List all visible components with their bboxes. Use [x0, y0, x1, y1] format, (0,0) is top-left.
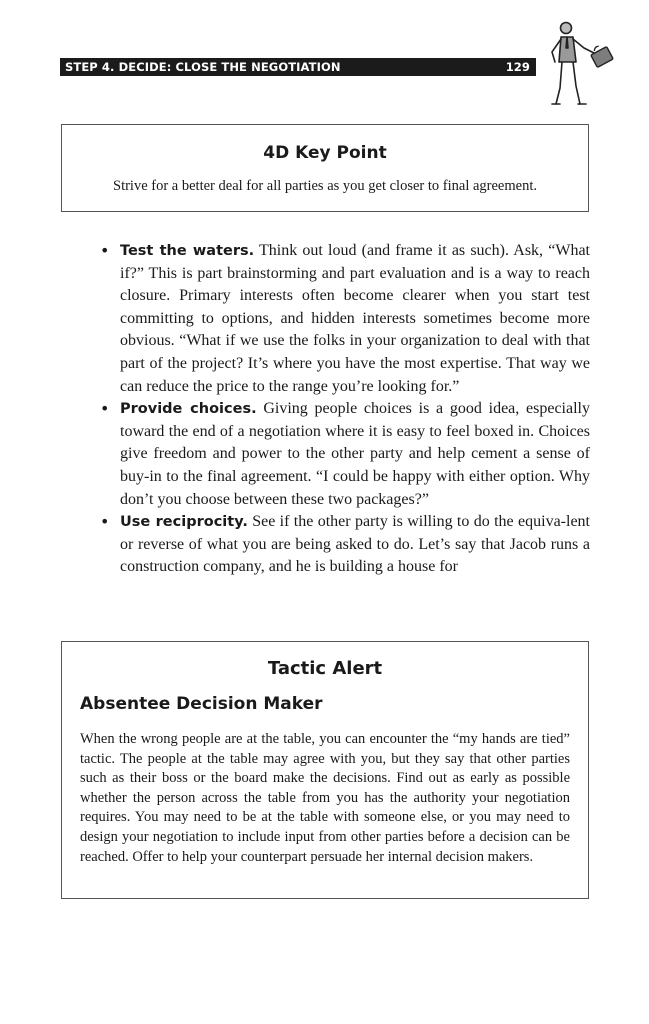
tactic-alert-box [61, 641, 589, 899]
tactic-alert-title: Tactic Alert [267, 658, 383, 679]
bullet-dot: • [100, 512, 110, 532]
bullet-list [100, 240, 590, 579]
tactic-alert-subtitle: Absentee Decision Maker [80, 694, 323, 714]
running-header [60, 58, 536, 76]
bullet-item-test-the-waters [100, 240, 590, 398]
bullet-lead: Use reciprocity. [120, 514, 248, 531]
bullet-text: See if the other party is willing to do the equiva-lent or reverse of what you are being asked to do. Let’s say that Jacob runs a construction company, and he is building a house for [120, 513, 590, 576]
bullet-text: Giving people choices is a good idea, especially toward the end of a negotiation where it is easy to feel boxed in. Choices give freedom and power to the other party and help cement a sense of buy-in to the final agreement. “I could be happy with either option. Why don’t you choose between these two packages?” [120, 400, 590, 508]
key-point-title: 4D Key Point [263, 143, 387, 163]
bullet-lead: Test the waters. [120, 243, 255, 259]
section-title: STEP 4. DECIDE: CLOSE THE NEGOTIATION [65, 60, 341, 74]
businessman-with-briefcase-icon [540, 18, 620, 110]
key-point-text: Strive for a better deal for all parties as you get closer to final agreement. [113, 178, 537, 194]
bullet-dot: • [100, 241, 110, 260]
bullet-text: Think out loud (and frame it as such). Ask, “What if?” This is part brainstorming and part evaluation and is a way to reach closure. Primary interests often become clearer when you start test committing to options, and hidden interests sometimes become more obvious. “What if we use the folks in your organization to deal with that part of the project? It’s where you have the most expertise. That way we can reduce the price to the range you’re looking for.” [120, 242, 590, 395]
bullet-item-provide-choices [100, 398, 590, 511]
bullet-item-use-reciprocity [100, 511, 590, 579]
page-number: 129 [505, 60, 530, 74]
tactic-alert-body: When the wrong people are at the table, you can encounter the “my hands are tied” tactic. The people at the table may agree with you, but they say that other parties such as their boss or the board make the decisions. Find out as early as possible whether the person across the table from you has the authority your negotiation requires. You may need to be at the table with someone else, or you may need to design your negotiation to include input from other parties before a decision can be reached. Offer to help your counterpart persuade her internal decision makers. [80, 731, 570, 865]
key-point-box [61, 124, 589, 212]
bullet-lead: Provide choices. [120, 401, 257, 418]
bullet-dot: • [100, 399, 110, 419]
